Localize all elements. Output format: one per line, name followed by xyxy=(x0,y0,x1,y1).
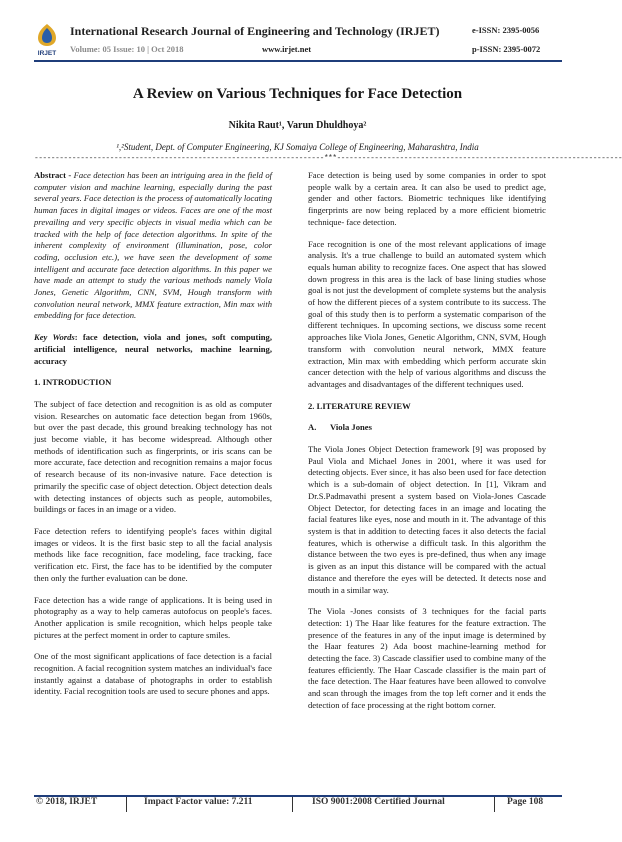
footer-rule xyxy=(34,795,562,797)
viola-jones-heading xyxy=(308,422,546,434)
keywords-label: Key Words xyxy=(34,332,75,343)
keywords-text: : face detection, viola and jones, soft computing, artificial intelligence, neural networks, machine learning, accuracy xyxy=(34,332,273,366)
paper-authors: Nikita Raut¹, Varun Dhuldhoya² xyxy=(228,120,367,131)
header-rule xyxy=(34,60,562,62)
e-issn: e-ISSN: 2395-0056 xyxy=(472,25,540,35)
viola-jones-paragraph-2: The Viola -Jones consists of 3 techniques for the facial parts detection: 1) The Haar like features for the feature extraction. The presence of the features in any of the input image is determined by the Haar features 2) Ada boost machine-learning method for detecting the face. 3) Cascade classifier used to combine many of the features efficiently. The Haar Cascade classifier is the main part of the face detection. The Haar features have been allowed to convolve and scan through the images from the top left corner and it ends the detection of face processing at the right bottom corner. xyxy=(308,606,546,710)
abstract-label: Abstract - xyxy=(34,170,72,180)
viola-jones-paragraph-1: The Viola Jones Object Detection framework [9] was proposed by Paul Viola and Michael Jones in 2001, where it was used for detecting objects. Ever since, it has also been used for face detection which is a sub-domain of object detection. In [1], Vikram and Dr.S.Padmavathi present a system based on Viola-Jones Cascade Object Detector, for detecting faces in an image and locating the facial features like eyes, nose and mouth in it. The advantage of this system is that in addition to detecting faces it also detects the facial features, which is otherwise a difficult task. In this algorithm the distance between the two eyes is pre-defined, thus when any image is given as an input this distance will be compared with the actual distance and therefore the eyes will be detected. It detects nose and mouth in a similar way. xyxy=(308,444,546,595)
paper-title: A Review on Various Techniques for Face Detection xyxy=(132,86,463,102)
volume-issue: Volume: 05 Issue: 10 | Oct 2018 xyxy=(70,44,184,54)
footer-page-number: Page 108 xyxy=(507,797,544,807)
footer-copyright: © 2018, IRJET xyxy=(36,797,98,807)
footer-separator xyxy=(494,797,495,812)
abstract-text: Face detection has been an intriguing area in the field of computer vision and machine learning, especially during the past several years. Face detection is the process of automatically locating human faces in digital images or videos. Faces are one of the most prevailing and very specific objects in visual media which can be tracked with the help of face detection algorithms. In spite of the inherent complexity of environment (illumination, pose, color coding, occlusion etc.), we have seen the development of some intelligent and accurate face detection algorithms. In this paper we have made an attempt to study the various methods namely Viola Jones, Genetic Algorithm, CNN, SVM, Hough transform with convolution neural network, MMX feature extraction, Min max with embedding for face detection. xyxy=(34,170,272,321)
intro-paragraph-4: One of the most significant applications of face detection is a facial recognition. A facial recognition system matches an individual's face instantly against a database of photographs in order to establish identity. Facial recognition tools are used to secure phones and apps. xyxy=(34,651,272,697)
left-column xyxy=(34,170,272,708)
subsection-label: A. xyxy=(308,422,317,433)
author-affiliation: ¹,²Student, Dept. of Computer Engineering, KJ Somaiya College of Engineering, Maharashtra, India xyxy=(116,142,479,152)
p-issn: p-ISSN: 2395-0072 xyxy=(472,44,541,54)
section-divider: ---------------------------------------------------------------------***-------------------------------------------------------------------- xyxy=(34,154,622,163)
right-paragraph-1: Face detection is being used by some companies in order to spot people walk by a certain area. It can also be used to predict age, gender and other factors. Biometric techniques like identifying fingerprints are now being replaced by a more efficient biometric technique- face detection. xyxy=(308,170,546,227)
footer-separator xyxy=(292,797,293,812)
keywords xyxy=(34,332,272,367)
footer-impact-factor: Impact Factor value: 7.211 xyxy=(144,797,253,807)
intro-paragraph-1: The subject of face detection and recognition is as old as computer vision. Researches on automatic face detection began from 1960s, but over the past decade, this ground breaking technology has not just become viable, it has become widespread. Although other methods of identification such as fingerprints, or iris scans can be more accurate, face detection and recognition remains a major focus of research because of its non-invasive nature. Face detection is primarily the specific case of object detection. Object detection deals with detecting instances of objects such as people, automobiles, buildings or faces in an image or a video. xyxy=(34,398,272,515)
abstract xyxy=(34,170,272,322)
literature-review-heading: 2. LITERATURE REVIEW xyxy=(308,400,411,411)
right-paragraph-2: Face recognition is one of the most relevant applications of image analysis. It's a true challenge to build an automated system which equals human ability to recognize faces. One aspect that has slowed down progress in this area is the lack of base lining studies whose goal is not just the development of complete systems but the analysis of how the different pieces of a system contribute to its success. The goal of this study then is to perform a systematic comparison of the different techniques. In upcoming sections, we discuss some recent approaches like Viola Jones, Genetic Algorithm, CNN, SVM, Hough transform with convolution neural network, MMX feature extraction, Min max with embedding which perform accurate skin cancer detection with the help of various algorithms and discuss the advantages and disadvantages of the different techniques used. xyxy=(308,238,546,389)
svg-text:IRJET: IRJET xyxy=(37,50,57,57)
right-column xyxy=(308,170,546,722)
intro-paragraph-3: Face detection has a wide range of applications. It is being used in photography as a way to help cameras autofocus on people's faces. Another application is smile recognition, which helps people take pictures at the perfect moment in order to capture smiles. xyxy=(34,594,272,640)
journal-name: International Research Journal of Engineering and Technology (IRJET) xyxy=(70,24,440,38)
irjet-logo xyxy=(34,22,60,58)
introduction-heading: 1. INTRODUCTION xyxy=(34,377,112,388)
intro-paragraph-2: Face detection refers to identifying people's faces within digital images or videos. It is the first basic step to all the facial analysis methods like face recognition, face modeling, face tracking, face verification etc. First, the face has to be identified by the computer then only the further evaluation can be done. xyxy=(34,525,272,583)
footer-iso: ISO 9001:2008 Certified Journal xyxy=(312,797,445,807)
subsection-title: Viola Jones xyxy=(330,422,372,433)
footer-separator xyxy=(126,797,127,812)
journal-url[interactable]: www.irjet.net xyxy=(262,44,312,54)
